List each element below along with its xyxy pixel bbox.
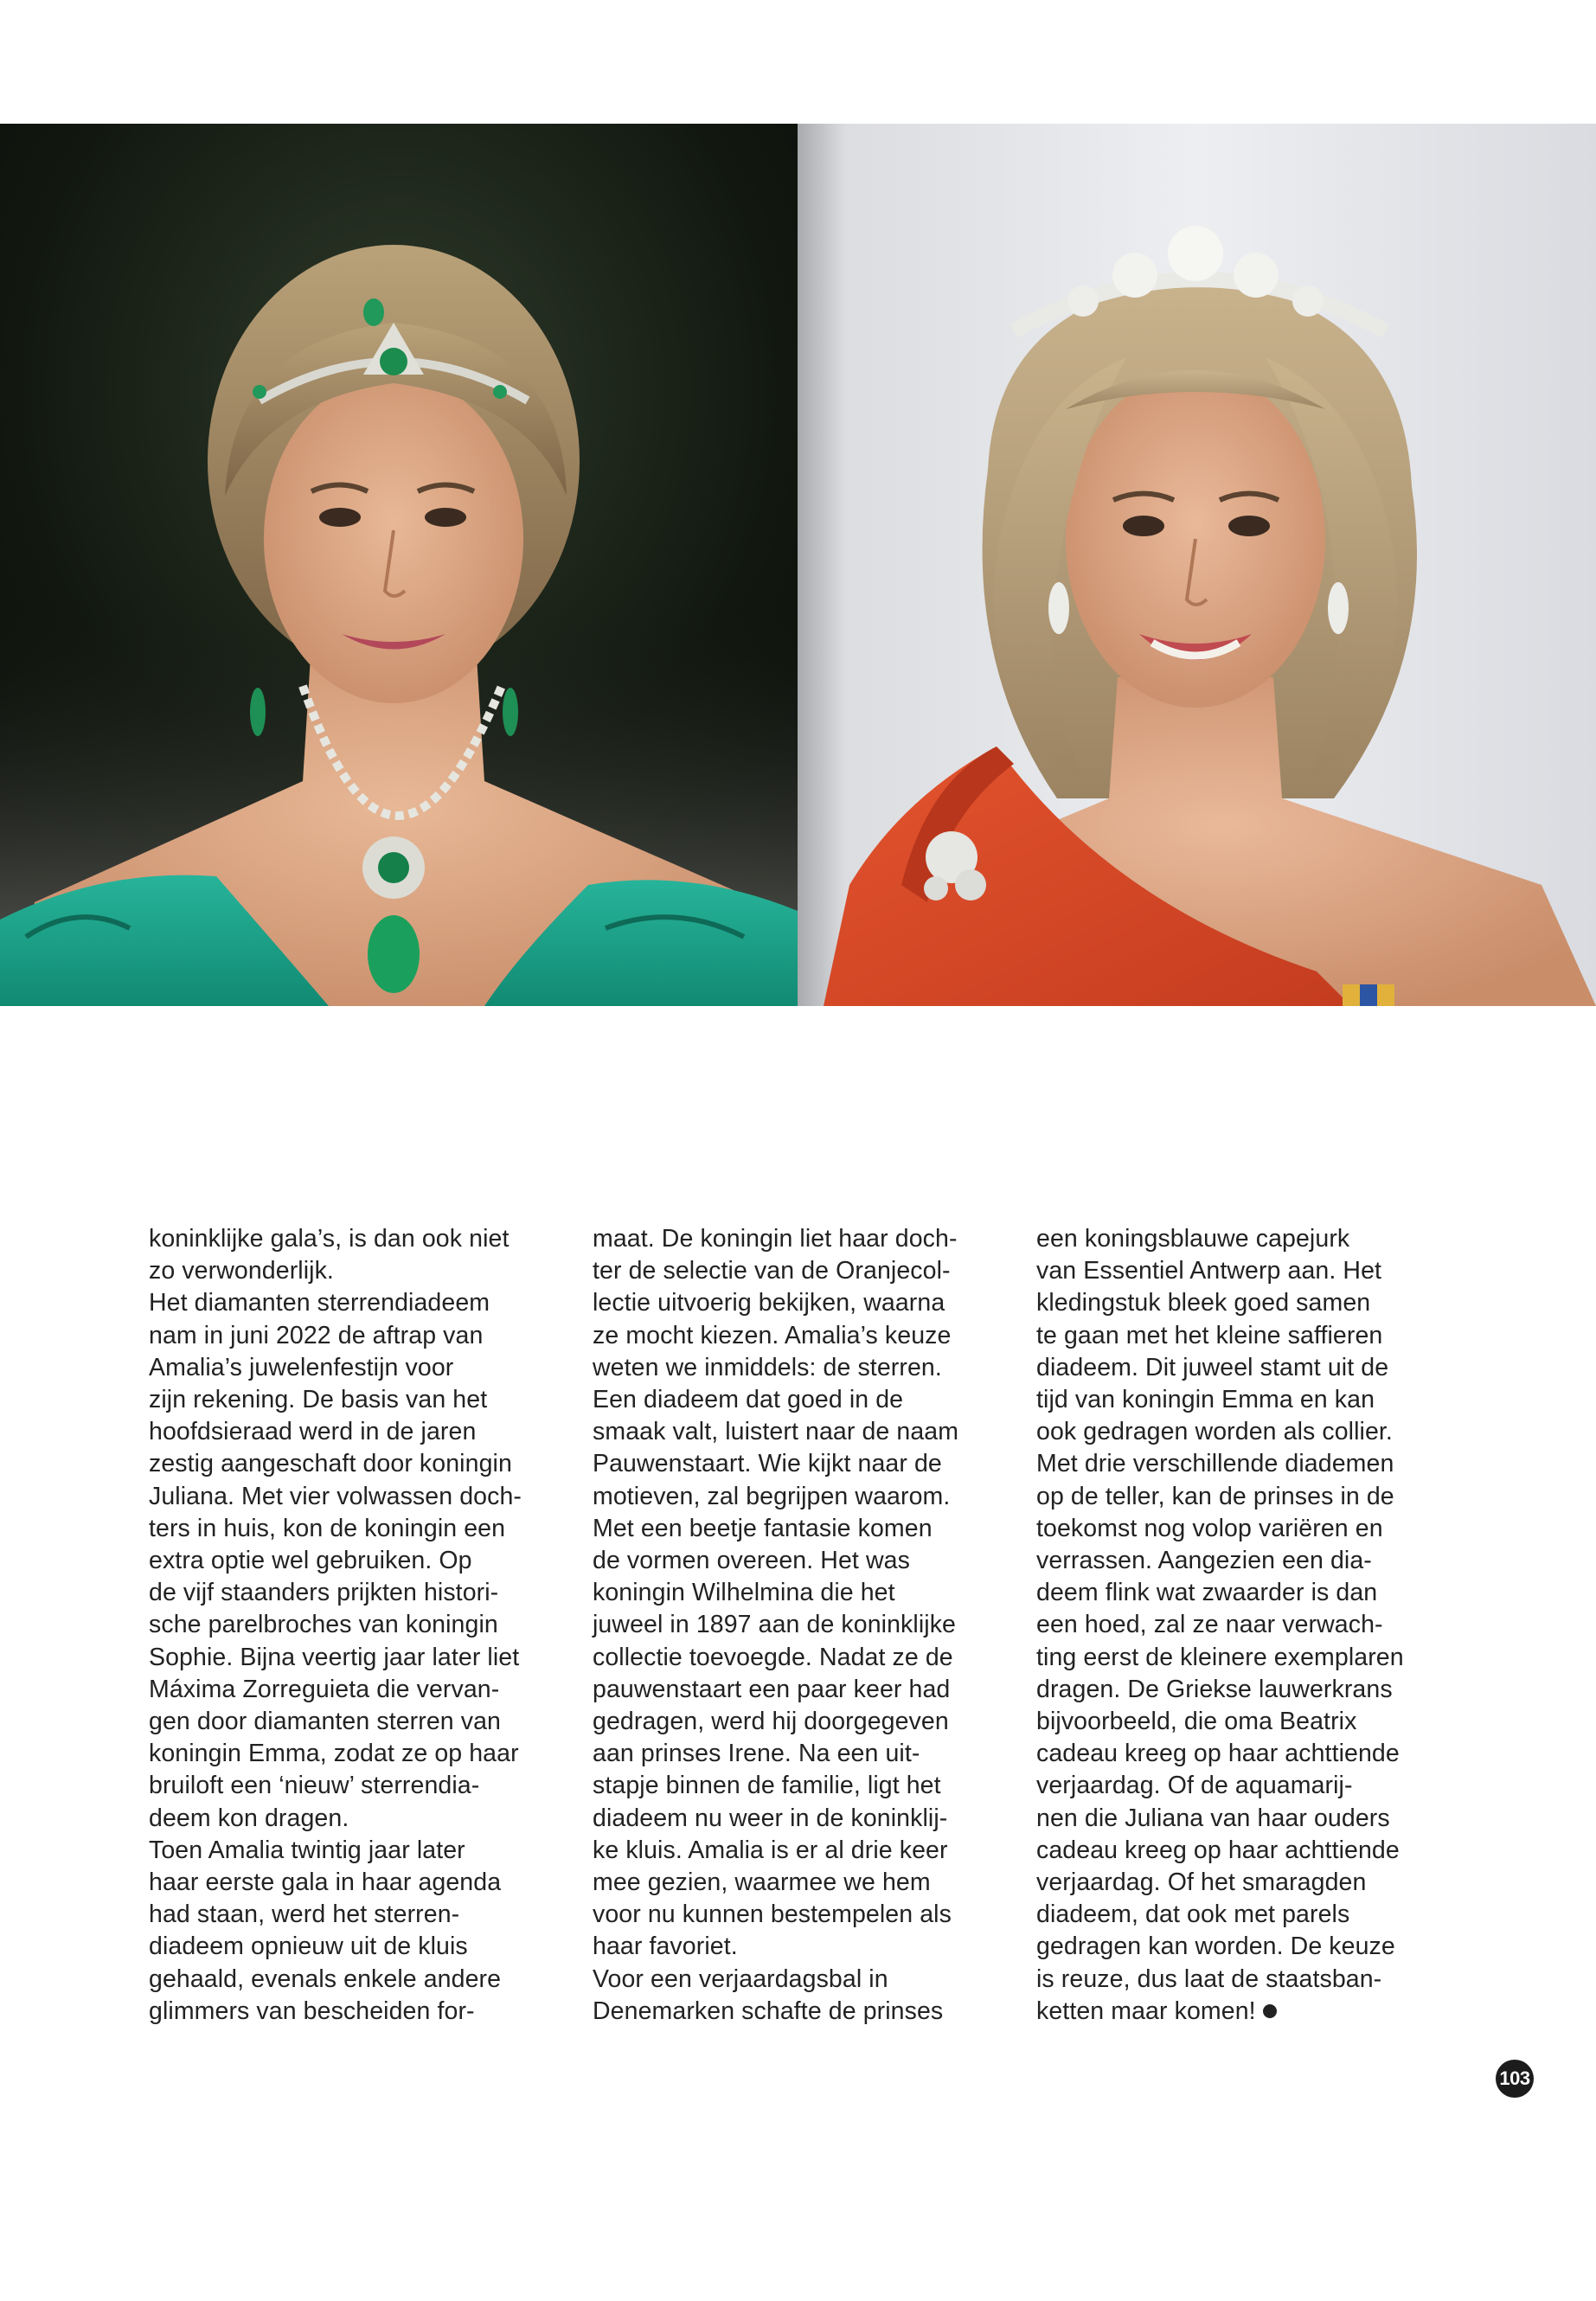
text-line: zo verwonderlijk.: [149, 1257, 334, 1285]
text-line: diadeem opnieuw uit de kluis: [149, 1932, 468, 1961]
text-line: diadeem, dat ook met parels: [1036, 1900, 1350, 1929]
text-line: koningin Wilhelmina die het: [593, 1579, 895, 1607]
text-line: kledingstuk bleek goed samen: [1036, 1289, 1371, 1317]
text-line: haar favoriet.: [593, 1932, 738, 1961]
text-line: diadeem. Dit juweel stamt uit de: [1036, 1353, 1389, 1381]
text-line: collectie toevoegde. Nadat ze de: [593, 1643, 953, 1671]
text-line: Met een beetje fantasie komen: [593, 1514, 933, 1542]
text-line: bijvoorbeeld, die oma Beatrix: [1036, 1708, 1357, 1736]
text-line: nam in juni 2022 de aftrap van: [149, 1321, 484, 1349]
portrait-photo-left: [0, 124, 798, 1006]
text-line: Voor een verjaardagsbal in: [593, 1965, 888, 1993]
text-line: de vijf staanders prijkten histori-: [149, 1579, 499, 1607]
text-line: gedragen, werd hij doorgegeven: [593, 1708, 949, 1736]
text-line: zestig aangeschaft door koningin: [149, 1450, 512, 1478]
text-line: extra optie wel gebruiken. Op: [149, 1547, 472, 1575]
article-column-3: [1036, 1223, 1460, 2028]
text-line: hoofdsieraad werd in de jaren: [149, 1418, 477, 1446]
text-line: is reuze, dus laat de staatsban-: [1036, 1965, 1382, 1993]
text-line: Met drie verschillende diademen: [1036, 1450, 1394, 1478]
text-line: motieven, zal begrijpen waarom.: [593, 1482, 951, 1510]
portrait-emerald-tiara-photo: [0, 124, 798, 1006]
article-column-1: [149, 1223, 573, 2028]
text-line: ters in huis, kon de koningin een: [149, 1514, 506, 1542]
text-line: een koningsblauwe capejurk: [1036, 1225, 1350, 1253]
text-line: sche parelbroches van koningin: [149, 1611, 498, 1639]
portrait-diamond-tiara-photo: [798, 124, 1596, 1006]
text-line: Toen Amalia twintig jaar later: [149, 1836, 465, 1864]
text-line: pauwenstaart een paar keer had: [593, 1675, 951, 1703]
text-line: ter de selectie van de Oranjecol-: [593, 1257, 951, 1285]
text-line: lectie uitvoerig bekijken, waarna: [593, 1289, 945, 1317]
text-line: deem flink wat zwaarder is dan: [1036, 1579, 1378, 1607]
text-line: verjaardag. Of de aquamarij-: [1036, 1772, 1353, 1800]
text-line: gen door diamanten sterren van: [149, 1708, 502, 1736]
text-line: glimmers van bescheiden for-: [149, 1997, 475, 2025]
text-line: had staan, werd het sterren-: [149, 1900, 460, 1929]
text-line: weten we inmiddels: de sterren.: [593, 1353, 942, 1381]
text-line: tijd van koningin Emma en kan: [1036, 1386, 1375, 1414]
text-line: aan prinses Irene. Na een uit-: [593, 1740, 920, 1768]
text-line: Máxima Zorreguieta die vervan-: [149, 1675, 500, 1703]
text-line: Sophie. Bijna veertig jaar later liet: [149, 1643, 520, 1671]
text-line: ook gedragen worden als collier.: [1036, 1418, 1393, 1446]
text-line: dragen. De Griekse lauwerkrans: [1036, 1675, 1393, 1703]
portrait-photo-right: [798, 124, 1596, 1006]
text-line: ke kluis. Amalia is er al drie keer: [593, 1836, 948, 1864]
text-line: cadeau kreeg op haar achttiende: [1036, 1740, 1400, 1768]
text-line: de vormen overeen. Het was: [593, 1547, 910, 1575]
text-line: te gaan met het kleine saffieren: [1036, 1321, 1383, 1349]
text-line: smaak valt, luistert naar de naam: [593, 1418, 959, 1446]
text-line: deem kon dragen.: [149, 1804, 349, 1832]
text-line: toekomst nog volop variëren en: [1036, 1514, 1383, 1542]
text-line-last: [1036, 1996, 1460, 2028]
page-number: 103: [1496, 2060, 1534, 2098]
text-line: verrassen. Aangezien een dia-: [1036, 1547, 1372, 1575]
text-line: mee gezien, waarmee we hem: [593, 1868, 931, 1897]
text-line: haar eerste gala in haar agenda: [149, 1868, 502, 1897]
text-line: Pauwenstaart. Wie kijkt naar de: [593, 1450, 942, 1478]
text-line: ting eerst de kleinere exemplaren: [1036, 1643, 1404, 1671]
text-line: zijn rekening. De basis van het: [149, 1386, 488, 1414]
text-line: stapje binnen de familie, ligt het: [593, 1772, 941, 1800]
text-line: Denemarken schafte de prinses: [593, 1997, 944, 2025]
end-mark-bullet-icon: [1263, 2004, 1277, 2018]
text-line: gedragen kan worden. De keuze: [1036, 1932, 1395, 1961]
text-line: voor nu kunnen bestempelen als: [593, 1900, 952, 1929]
text-line: verjaardag. Of het smaragden: [1036, 1868, 1367, 1897]
article-column-2: [593, 1223, 1016, 2028]
text-line: diadeem nu weer in de koninklij-: [593, 1804, 948, 1832]
text-line: een hoed, zal ze naar verwach-: [1036, 1611, 1383, 1639]
text-line: koningin Emma, zodat ze op haar: [149, 1740, 519, 1768]
text-line: Amalia’s juwelenfestijn voor: [149, 1353, 454, 1381]
text-line: koninklijke gala’s, is dan ook niet: [149, 1225, 510, 1253]
text-line: Een diadeem dat goed in de: [593, 1386, 904, 1414]
text-line: juweel in 1897 aan de koninklijke: [593, 1611, 957, 1639]
text-line: Juliana. Met vier volwassen doch-: [149, 1482, 522, 1510]
text-line: ze mocht kiezen. Amalia’s keuze: [593, 1321, 952, 1349]
text-line: gehaald, evenals enkele andere: [149, 1965, 502, 1993]
text-line-end: ketten maar komen!: [1036, 1997, 1256, 2025]
text-line: Het diamanten sterrendiadeem: [149, 1289, 490, 1317]
text-line: maat. De koningin liet haar doch-: [593, 1225, 958, 1253]
text-line: op de teller, kan de prinses in de: [1036, 1482, 1394, 1510]
text-line: cadeau kreeg op haar achttiende: [1036, 1836, 1400, 1864]
text-line: bruiloft een ‘nieuw’ sterrendia-: [149, 1772, 480, 1800]
text-line: nen die Juliana van haar ouders: [1036, 1804, 1390, 1832]
text-line: van Essentiel Antwerp aan. Het: [1036, 1257, 1382, 1285]
